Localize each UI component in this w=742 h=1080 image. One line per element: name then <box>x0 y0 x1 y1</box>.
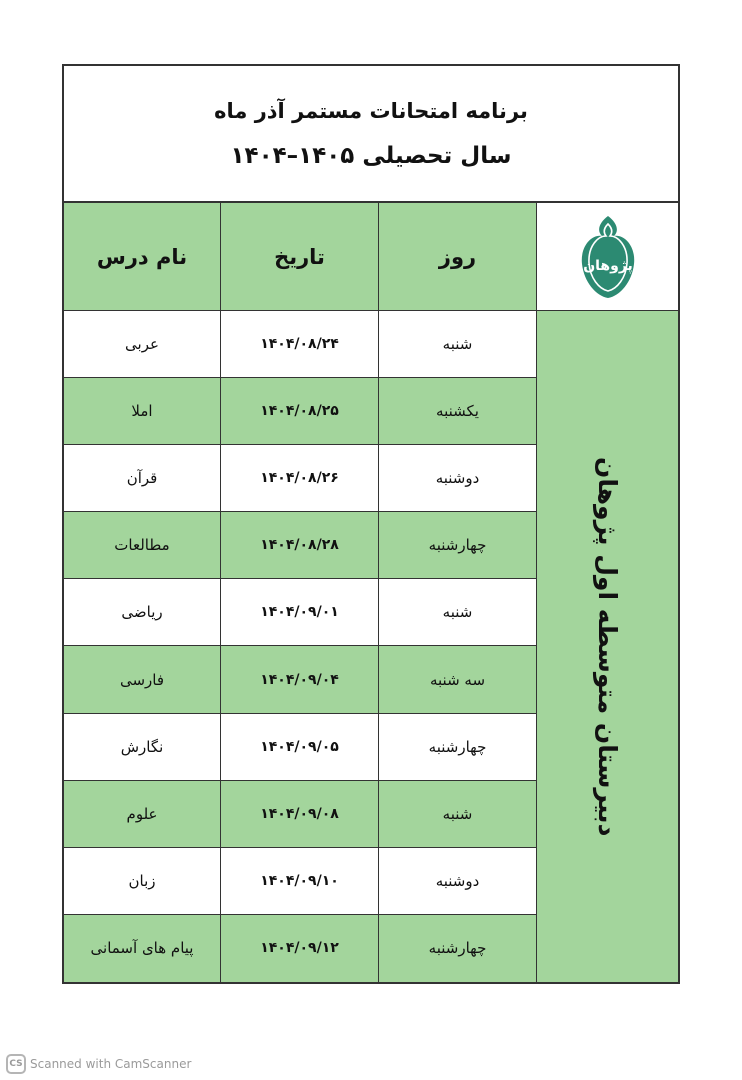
row-7-date: ۱۴۰۴/۰۹/۰۵ <box>221 714 379 781</box>
header-subject: نام درس <box>64 203 221 311</box>
row-5-date: ۱۴۰۴/۰۹/۰۱ <box>221 579 379 646</box>
school-logo-icon <box>576 212 640 302</box>
row-8-date: ۱۴۰۴/۰۹/۰۸ <box>221 781 379 848</box>
row-5-subject: ریاضی <box>64 579 221 646</box>
row-10-day: چهارشنبه <box>379 915 537 982</box>
camscanner-icon: CS <box>6 1054 26 1074</box>
row-10-date: ۱۴۰۴/۰۹/۱۲ <box>221 915 379 982</box>
header-date: تاریخ <box>221 203 379 311</box>
scanner-watermark <box>6 1054 191 1074</box>
title-line-2: سال تحصیلی ۱۴۰۵–۱۴۰۴ <box>230 142 512 169</box>
row-1-day: شنبه <box>379 311 537 378</box>
schedule-title <box>64 66 678 203</box>
row-2-day: یکشنبه <box>379 378 537 445</box>
row-6-day: سه شنبه <box>379 646 537 713</box>
row-9-day: دوشنبه <box>379 848 537 915</box>
row-9-subject: زبان <box>64 848 221 915</box>
row-3-date: ۱۴۰۴/۰۸/۲۶ <box>221 445 379 512</box>
header-day: روز <box>379 203 537 311</box>
row-1-date: ۱۴۰۴/۰۸/۲۴ <box>221 311 379 378</box>
row-3-subject: قرآن <box>64 445 221 512</box>
watermark-text: Scanned with CamScanner <box>30 1057 192 1071</box>
school-name-side <box>537 311 678 982</box>
row-7-day: چهارشنبه <box>379 714 537 781</box>
row-3-day: دوشنبه <box>379 445 537 512</box>
row-2-date: ۱۴۰۴/۰۸/۲۵ <box>221 378 379 445</box>
exam-schedule-sheet <box>62 64 680 984</box>
row-8-day: شنبه <box>379 781 537 848</box>
row-6-subject: فارسی <box>64 646 221 713</box>
title-line-1: برنامه امتحانات مستمر آذر ماه <box>214 98 528 123</box>
row-6-date: ۱۴۰۴/۰۹/۰۴ <box>221 646 379 713</box>
row-5-day: شنبه <box>379 579 537 646</box>
svg-text:پژوهان: پژوهان <box>582 257 633 274</box>
row-7-subject: نگارش <box>64 714 221 781</box>
row-4-day: چهارشنبه <box>379 512 537 579</box>
row-9-date: ۱۴۰۴/۰۹/۱۰ <box>221 848 379 915</box>
row-4-subject: مطالعات <box>64 512 221 579</box>
row-2-subject: املا <box>64 378 221 445</box>
row-4-date: ۱۴۰۴/۰۸/۲۸ <box>221 512 379 579</box>
row-1-subject: عربی <box>64 311 221 378</box>
row-10-subject: پیام های آسمانی <box>64 915 221 982</box>
row-8-subject: علوم <box>64 781 221 848</box>
schedule-table <box>64 203 678 982</box>
school-name-label: دبیرستان متوسطه اول پژوهان <box>593 456 622 837</box>
logo-cell <box>537 203 678 311</box>
